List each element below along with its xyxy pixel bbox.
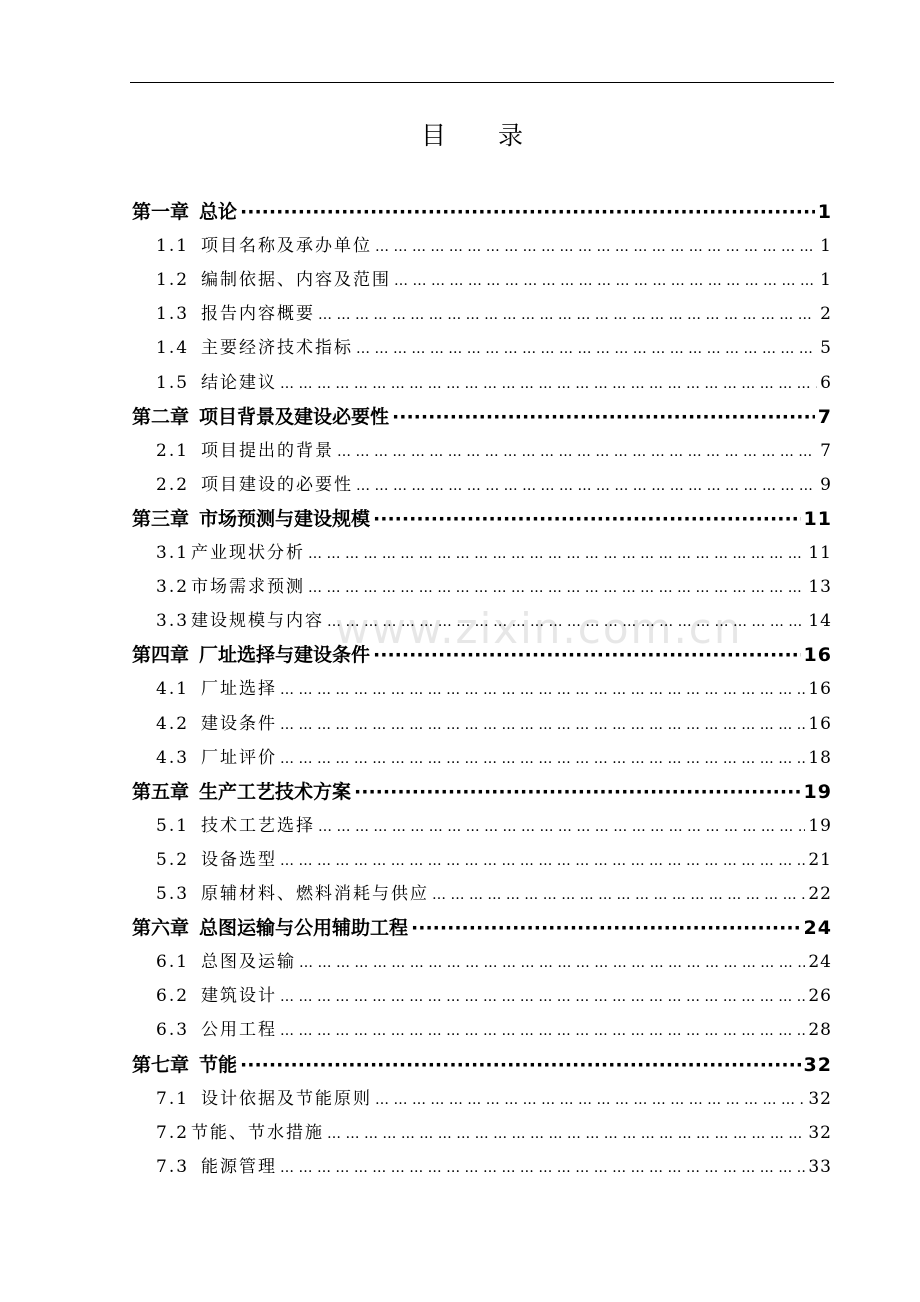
watermark: www.zixin.com.cn <box>335 604 743 653</box>
toc-entry-number: 第一章 <box>132 201 190 223</box>
toc-entry-title: 建设规模与内容 <box>191 611 325 632</box>
toc-dot-leader <box>356 332 817 365</box>
toc-section-entry[interactable] <box>156 1082 832 1116</box>
toc-page-number: 11 <box>808 543 832 563</box>
toc-dot-leader <box>280 1151 805 1184</box>
toc-page-number: 28 <box>808 1020 832 1041</box>
toc-entry-title: 项目建设的必要性 <box>201 474 354 495</box>
toc-entry-number: 6.2 <box>156 986 190 1007</box>
toc-section-entry[interactable] <box>156 297 832 331</box>
toc-page-number: 18 <box>808 747 832 768</box>
toc-entry-number: 5.2 <box>156 849 190 870</box>
toc-dot-leader <box>392 400 815 434</box>
toc-dot-leader <box>327 605 805 638</box>
toc-dot-leader <box>240 1048 801 1082</box>
toc-entry-number: 1.2 <box>156 270 190 291</box>
toc-dot-leader <box>280 980 805 1013</box>
toc-entry-number: 1.1 <box>156 236 190 257</box>
toc-section-entry[interactable] <box>156 1116 832 1150</box>
toc-page-number: 32 <box>808 1122 832 1143</box>
toc-section-entry[interactable] <box>156 536 832 570</box>
toc-entry-number: 5.1 <box>156 815 190 836</box>
toc-entry-title: 项目提出的背景 <box>201 440 335 461</box>
toc-dot-leader <box>280 708 805 741</box>
toc-entry-number: 2.1 <box>156 440 190 461</box>
toc-entry-number: 第二章 <box>132 405 190 428</box>
toc-entry-title: 编制依据、内容及范围 <box>201 270 392 291</box>
toc-dot-leader <box>280 367 817 400</box>
toc-page-number: 21 <box>808 849 832 870</box>
toc-section-entry[interactable] <box>156 1150 832 1184</box>
toc-entry-title: 厂址评价 <box>201 747 278 768</box>
toc-page-number: 26 <box>808 986 832 1007</box>
toc-section-entry[interactable] <box>156 366 832 400</box>
toc-dot-leader <box>373 638 801 672</box>
toc-section-entry[interactable] <box>156 707 832 741</box>
toc-entry-title: 厂址选择与建设条件 <box>199 644 371 667</box>
toc-entry-title: 建筑设计 <box>201 986 278 1007</box>
toc-dot-leader <box>337 435 817 468</box>
toc-dot-leader <box>280 1014 805 1047</box>
toc-section-entry[interactable] <box>156 604 832 638</box>
toc-entry-title: 技术工艺选择 <box>201 815 316 836</box>
toc-entry-number: 7.2 <box>156 1122 190 1143</box>
toc-entry-number: 6.3 <box>156 1020 190 1041</box>
toc-entry-title: 节能 <box>199 1053 238 1076</box>
toc-entry-title: 总图运输与公用辅助工程 <box>199 917 409 940</box>
toc-page-number: 13 <box>808 577 832 598</box>
toc-entry-number: 第七章 <box>132 1053 190 1076</box>
toc-dot-leader <box>411 911 801 945</box>
toc-entry-title: 公用工程 <box>201 1020 278 1041</box>
toc-dot-leader <box>375 1083 805 1116</box>
toc-title: 目 录 <box>421 121 545 150</box>
toc-page-number: 16 <box>808 679 832 700</box>
toc-dot-leader <box>432 878 805 911</box>
toc-entry-title: 总论 <box>199 201 238 223</box>
toc-page-number: 22 <box>808 884 832 904</box>
toc-entry-number: 4.2 <box>156 713 190 734</box>
toc-chapter-entry[interactable] <box>132 775 832 809</box>
toc-page-number: 7 <box>820 440 832 461</box>
header-rule <box>130 82 834 83</box>
toc-entry-title: 产业现状分析 <box>191 543 306 563</box>
toc-entry-title: 市场需求预测 <box>191 577 306 598</box>
toc-page-number: 5 <box>820 338 832 359</box>
toc-entry-title: 节能、节水措施 <box>191 1122 325 1143</box>
toc-section-entry[interactable] <box>156 229 832 263</box>
toc-entry-title: 市场预测与建设规模 <box>199 507 371 530</box>
toc-dot-leader <box>308 571 805 604</box>
toc-chapter-entry[interactable] <box>132 195 832 229</box>
toc-entry-number: 1.5 <box>156 372 190 393</box>
toc-page-number: 7 <box>817 405 832 428</box>
toc-entry-number: 第六章 <box>132 917 190 940</box>
toc-page-number: 24 <box>808 952 832 973</box>
toc-entry-title: 结论建议 <box>201 372 278 393</box>
toc-dot-leader <box>373 502 801 536</box>
toc-section-entry[interactable] <box>156 1013 832 1047</box>
toc-chapter-entry[interactable] <box>132 911 832 945</box>
toc-page-number: 16 <box>803 644 832 667</box>
toc-dot-leader <box>354 775 801 809</box>
toc-section-entry[interactable] <box>156 809 832 843</box>
toc-entry-number: 3.3 <box>156 611 190 632</box>
toc-entry-title: 总图及运输 <box>201 952 297 973</box>
toc-entry-title: 厂址选择 <box>201 679 278 700</box>
toc-entry-number: 2.2 <box>156 474 190 495</box>
toc-dot-leader <box>299 946 805 979</box>
toc-page-number: 16 <box>808 713 832 734</box>
toc-section-entry[interactable] <box>156 877 832 911</box>
toc-chapter-entry[interactable] <box>132 400 832 434</box>
toc-page-number: 32 <box>803 1053 832 1076</box>
toc-page-number: 19 <box>808 815 832 836</box>
toc-section-entry[interactable] <box>156 434 832 468</box>
toc-dot-leader <box>308 537 805 570</box>
toc-dot-leader <box>394 264 817 297</box>
toc-section-entry[interactable] <box>156 331 832 365</box>
toc-entry-number: 5.3 <box>156 884 190 904</box>
toc-entry-title: 设计依据及节能原则 <box>201 1088 373 1109</box>
toc-entry-title: 设备选型 <box>201 849 278 870</box>
toc-entry-number: 1.3 <box>156 304 190 325</box>
toc-page-number: 24 <box>803 917 832 940</box>
toc-section-entry[interactable] <box>156 945 832 979</box>
toc-page-number: 9 <box>820 474 832 495</box>
toc-entry-title: 原辅材料、燃料消耗与供应 <box>201 884 430 904</box>
toc-entry-number: 1.4 <box>156 338 190 359</box>
toc-entry-title: 能源管理 <box>201 1156 278 1177</box>
toc-page-number: 14 <box>808 611 832 632</box>
toc-page-number: 1 <box>817 201 832 223</box>
toc-dot-leader <box>240 195 815 229</box>
toc-page-number: 1 <box>820 270 832 291</box>
toc-entry-number: 第三章 <box>132 507 190 530</box>
toc-page-number: 6 <box>820 372 832 393</box>
toc-dot-leader <box>356 469 817 502</box>
toc-section-entry[interactable] <box>156 979 832 1013</box>
toc-chapter-entry[interactable] <box>132 502 832 536</box>
toc-entry-number: 第四章 <box>132 644 190 667</box>
toc-section-entry[interactable] <box>156 468 832 502</box>
toc-entry-title: 项目名称及承办单位 <box>201 236 373 257</box>
toc-page-number: 19 <box>803 780 832 803</box>
toc-dot-leader <box>280 673 805 706</box>
toc-section-entry[interactable] <box>156 672 832 706</box>
toc-section-entry[interactable] <box>156 741 832 775</box>
toc-page-number: 2 <box>820 304 832 325</box>
toc-dot-leader <box>280 742 805 775</box>
toc-dot-leader <box>318 810 805 843</box>
toc-dot-leader <box>375 230 817 263</box>
toc-entry-number: 3.2 <box>156 577 190 598</box>
toc-entry-number: 4.3 <box>156 747 190 768</box>
toc-section-entry[interactable] <box>156 570 832 604</box>
toc-entry-number: 6.1 <box>156 952 190 973</box>
toc-section-entry[interactable] <box>156 263 832 297</box>
toc-entry-title: 报告内容概要 <box>201 304 316 325</box>
toc-page-number: 32 <box>808 1088 832 1109</box>
toc-section-entry[interactable] <box>156 843 832 877</box>
toc-dot-leader <box>318 298 817 331</box>
toc-page-number: 11 <box>803 507 832 530</box>
toc-dot-leader <box>280 844 805 877</box>
toc-entry-title: 项目背景及建设必要性 <box>199 405 390 428</box>
toc-chapter-entry[interactable] <box>132 638 832 672</box>
toc-entry-number: 3.1 <box>156 543 190 563</box>
toc-entry-number: 4.1 <box>156 679 190 700</box>
toc-entry-number: 7.3 <box>156 1156 190 1177</box>
toc-dot-leader <box>327 1117 805 1150</box>
toc-entry-title: 生产工艺技术方案 <box>199 780 352 803</box>
toc-entry-title: 建设条件 <box>201 713 278 734</box>
toc-entry-number: 7.1 <box>156 1088 190 1109</box>
toc-chapter-entry[interactable] <box>132 1048 832 1082</box>
toc-page-number: 33 <box>808 1156 832 1177</box>
toc-entry-number: 第五章 <box>132 780 190 803</box>
toc-page-number: 1 <box>820 236 832 257</box>
toc-entry-title: 主要经济技术指标 <box>201 338 354 359</box>
